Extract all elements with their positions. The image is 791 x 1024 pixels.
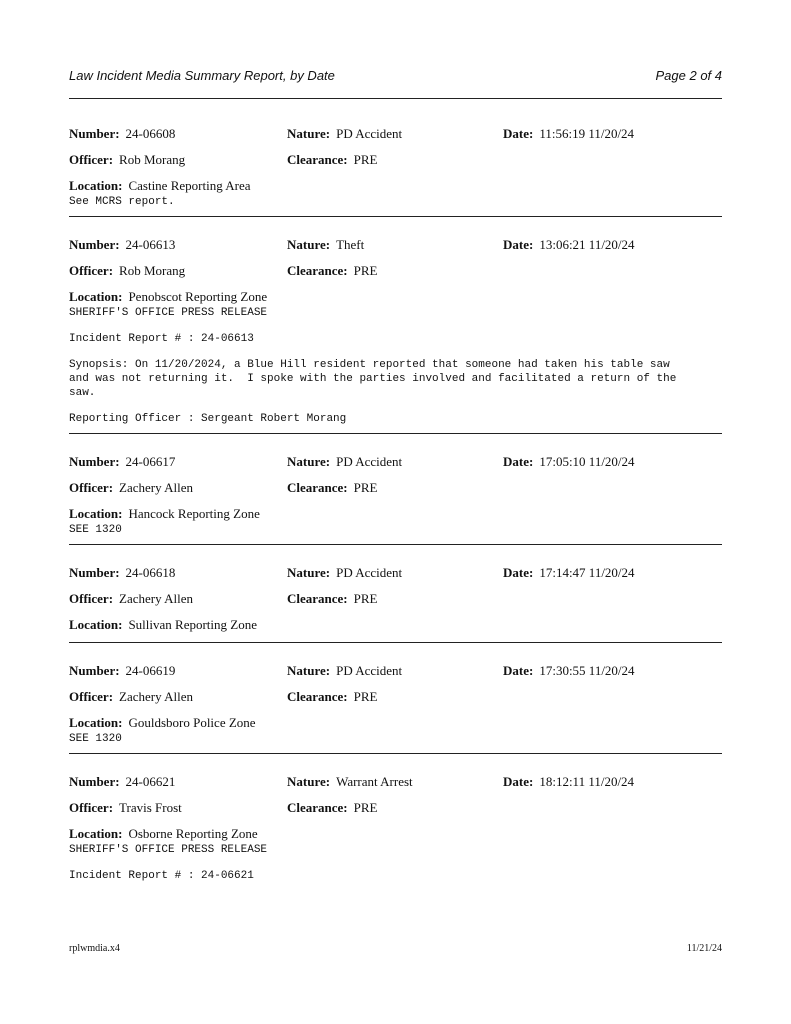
nature-label: Nature: xyxy=(287,454,331,469)
clearance-field xyxy=(287,263,377,279)
clearance-label: Clearance: xyxy=(287,800,348,815)
number-field xyxy=(69,454,175,470)
page-indicator: Page 2 of 4 xyxy=(655,68,722,83)
report-header xyxy=(69,68,722,86)
date-label: Date: xyxy=(503,454,534,469)
clearance-value: PRE xyxy=(353,480,378,495)
record-row-primary xyxy=(69,565,722,591)
date-value: 18:12:11 11/20/24 xyxy=(539,774,635,789)
nature-label: Nature: xyxy=(287,237,331,252)
nature-field xyxy=(287,454,402,470)
nature-label: Nature: xyxy=(287,774,331,789)
number-field xyxy=(69,663,175,679)
officer-field xyxy=(69,689,193,705)
officer-label: Officer: xyxy=(69,689,114,704)
date-label: Date: xyxy=(503,126,534,141)
location-value: Gouldsboro Police Zone xyxy=(128,715,256,730)
date-value: 11:56:19 11/20/24 xyxy=(539,126,635,141)
record-row-secondary xyxy=(69,263,722,289)
number-value: 24-06618 xyxy=(125,565,176,580)
officer-label: Officer: xyxy=(69,591,114,606)
location-label: Location: xyxy=(69,178,123,193)
clearance-field xyxy=(287,480,377,496)
officer-value: Zachery Allen xyxy=(119,689,194,704)
clearance-value: PRE xyxy=(353,689,378,704)
location-label: Location: xyxy=(69,715,123,730)
location-field xyxy=(69,715,722,732)
nature-field xyxy=(287,774,413,790)
number-field xyxy=(69,565,175,581)
date-field xyxy=(503,774,634,790)
officer-field xyxy=(69,152,185,168)
incident-report-number: Incident Report # : 24-06613 xyxy=(69,333,254,345)
record-divider xyxy=(69,433,722,434)
officer-value: Zachery Allen xyxy=(119,480,194,495)
print-date: 11/21/24 xyxy=(686,943,722,954)
incident-record xyxy=(69,126,722,209)
press-release-heading: SHERIFF'S OFFICE PRESS RELEASE xyxy=(69,844,268,856)
incident-record xyxy=(69,454,722,537)
clearance-value: PRE xyxy=(353,263,378,278)
officer-value: Zachery Allen xyxy=(119,591,194,606)
record-row-secondary xyxy=(69,480,722,506)
number-label: Number: xyxy=(69,663,120,678)
officer-label: Officer: xyxy=(69,480,114,495)
report-id: rplwmdia.x4 xyxy=(69,943,120,954)
number-value: 24-06608 xyxy=(125,126,176,141)
number-value: 24-06617 xyxy=(125,454,176,469)
date-label: Date: xyxy=(503,774,534,789)
officer-value: Rob Morang xyxy=(119,152,186,167)
date-value: 17:05:10 11/20/24 xyxy=(539,454,635,469)
header-divider xyxy=(69,98,722,99)
officer-field xyxy=(69,800,182,816)
number-field xyxy=(69,774,175,790)
officer-value: Travis Frost xyxy=(119,800,182,815)
clearance-value: PRE xyxy=(353,152,378,167)
incident-record xyxy=(69,774,722,883)
date-value: 17:14:47 11/20/24 xyxy=(539,565,635,580)
record-row-secondary xyxy=(69,152,722,178)
record-row-secondary xyxy=(69,800,722,826)
officer-value: Rob Morang xyxy=(119,263,186,278)
record-row-primary xyxy=(69,454,722,480)
record-divider xyxy=(69,216,722,217)
nature-value: PD Accident xyxy=(336,663,403,678)
date-label: Date: xyxy=(503,237,534,252)
record-note: SEE 1320 xyxy=(69,733,122,745)
location-label: Location: xyxy=(69,506,123,521)
nature-field xyxy=(287,126,402,142)
location-label: Location: xyxy=(69,617,123,632)
date-value: 13:06:21 11/20/24 xyxy=(539,237,635,252)
incident-record xyxy=(69,565,722,634)
number-label: Number: xyxy=(69,237,120,252)
nature-field xyxy=(287,663,402,679)
location-label: Location: xyxy=(69,826,123,841)
number-label: Number: xyxy=(69,565,120,580)
incident-record xyxy=(69,663,722,746)
nature-value: Theft xyxy=(336,237,365,252)
date-field xyxy=(503,663,635,679)
date-field xyxy=(503,237,635,253)
officer-label: Officer: xyxy=(69,263,114,278)
clearance-field xyxy=(287,152,377,168)
clearance-field xyxy=(287,800,377,816)
clearance-field xyxy=(287,689,377,705)
date-label: Date: xyxy=(503,565,534,580)
officer-field xyxy=(69,263,185,279)
location-value: Penobscot Reporting Zone xyxy=(128,289,268,304)
clearance-field xyxy=(287,591,377,607)
clearance-label: Clearance: xyxy=(287,689,348,704)
record-row-secondary xyxy=(69,689,722,715)
location-value: Osborne Reporting Zone xyxy=(128,826,258,841)
location-value: Sullivan Reporting Zone xyxy=(128,617,257,632)
officer-label: Officer: xyxy=(69,152,114,167)
nature-label: Nature: xyxy=(287,565,331,580)
officer-field xyxy=(69,480,193,496)
location-value: Castine Reporting Area xyxy=(128,178,251,193)
record-divider xyxy=(69,642,722,643)
number-label: Number: xyxy=(69,774,120,789)
nature-field xyxy=(287,565,402,581)
number-field xyxy=(69,237,175,253)
date-field xyxy=(503,565,635,581)
clearance-label: Clearance: xyxy=(287,152,348,167)
nature-value: PD Accident xyxy=(336,565,403,580)
reporting-officer-line: Reporting Officer : Sergeant Robert Morang xyxy=(69,413,347,425)
clearance-label: Clearance: xyxy=(287,591,348,606)
nature-label: Nature: xyxy=(287,126,331,141)
clearance-value: PRE xyxy=(353,800,378,815)
incident-report-number: Incident Report # : 24-06621 xyxy=(69,870,254,882)
record-row-primary xyxy=(69,237,722,263)
record-row-primary xyxy=(69,126,722,152)
location-value: Hancock Reporting Zone xyxy=(128,506,260,521)
nature-label: Nature: xyxy=(287,663,331,678)
officer-label: Officer: xyxy=(69,800,114,815)
clearance-label: Clearance: xyxy=(287,480,348,495)
incident-record xyxy=(69,237,722,426)
location-field xyxy=(69,289,722,306)
location-field xyxy=(69,826,722,843)
synopsis-text: Synopsis: On 11/20/2024, a Blue Hill resident reported that someone had taken his table saw and was not returning it. I spoke with the parties involved and facilitated a return of the saw. xyxy=(69,359,677,399)
date-field xyxy=(503,126,634,142)
nature-value: PD Accident xyxy=(336,454,403,469)
record-note: SEE 1320 xyxy=(69,524,122,536)
number-field xyxy=(69,126,175,142)
press-release-heading: SHERIFF'S OFFICE PRESS RELEASE xyxy=(69,307,268,319)
nature-value: Warrant Arrest xyxy=(336,774,413,789)
officer-field xyxy=(69,591,193,607)
location-field xyxy=(69,506,722,523)
clearance-label: Clearance: xyxy=(287,263,348,278)
clearance-value: PRE xyxy=(353,591,378,606)
record-row-primary xyxy=(69,663,722,689)
number-label: Number: xyxy=(69,454,120,469)
record-divider xyxy=(69,544,722,545)
record-divider xyxy=(69,753,722,754)
record-note: See MCRS report. xyxy=(69,196,175,208)
number-value: 24-06621 xyxy=(125,774,176,789)
date-label: Date: xyxy=(503,663,534,678)
report-title: Law Incident Media Summary Report, by Date xyxy=(69,68,335,83)
nature-field xyxy=(287,237,364,253)
record-row-primary xyxy=(69,774,722,800)
location-field xyxy=(69,178,722,195)
date-field xyxy=(503,454,635,470)
location-label: Location: xyxy=(69,289,123,304)
number-value: 24-06619 xyxy=(125,663,176,678)
record-row-secondary xyxy=(69,591,722,617)
number-label: Number: xyxy=(69,126,120,141)
location-field xyxy=(69,617,722,634)
nature-value: PD Accident xyxy=(336,126,403,141)
number-value: 24-06613 xyxy=(125,237,176,252)
date-value: 17:30:55 11/20/24 xyxy=(539,663,635,678)
